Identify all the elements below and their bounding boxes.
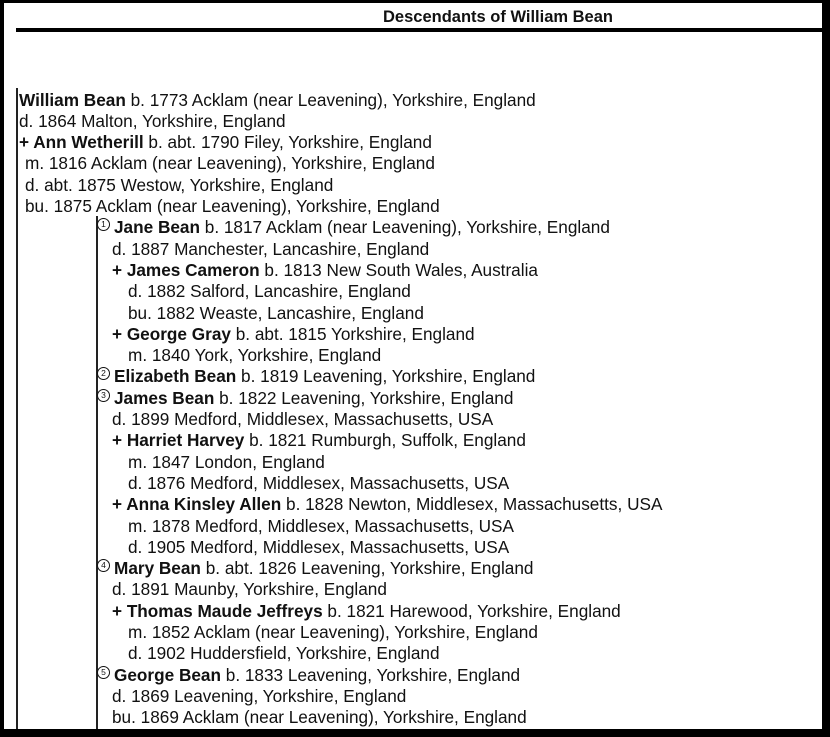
person-entry [112,601,621,622]
event-entry [128,281,411,302]
spouse-marker: + [112,494,127,515]
person-name: Anna Kinsley Allen [126,494,282,515]
person-entry [19,132,432,153]
event-entry [25,175,333,196]
person-entry [112,494,662,515]
event-text: b. 1817 Acklam (near Leavening), Yorkshire, England [199,217,610,238]
event-text: d. 1905 Medford, Middlesex, Massachusetts, USA [128,536,510,557]
event-entry [25,153,435,174]
event-text: m. 1840 York, Yorkshire, England [128,345,382,366]
person-entry [112,430,526,451]
person-entry [97,665,520,686]
event-entry [128,516,514,537]
report-title: Descendants of William Bean [383,8,613,26]
event-text: b. 1773 Acklam (near Leavening), Yorkshire, England [125,89,536,110]
person-name: Harriet Harvey [126,430,245,451]
event-text: d. abt. 1875 Westow, Yorkshire, England [25,174,334,195]
event-text: d. 1882 Salford, Lancashire, England [128,281,411,302]
event-text: d. 1902 Huddersfield, Yorkshire, England [128,643,440,664]
person-name: George Bean [114,664,221,685]
event-entry [112,579,387,600]
person-name: Ann Wetherill [33,132,144,153]
header-rule [16,28,822,32]
person-entry [112,260,538,281]
person-name: William Bean [19,89,126,110]
person-name: James Bean [114,387,215,408]
person-name: Jane Bean [114,217,200,238]
person-name: Thomas Maude Jeffreys [126,600,323,621]
event-text: m. 1852 Acklam (near Leavening), Yorkshire, England [128,622,538,642]
event-entry [112,686,406,707]
person-name: James Cameron [126,259,260,280]
event-entry [19,111,286,132]
spouse-marker: + [112,259,127,280]
event-text: bu. 1869 Acklam (near Leavening), Yorkshire, England [112,707,527,728]
event-text: b. 1821 Harewood, Yorkshire, England [322,600,621,621]
event-entry [128,345,381,366]
person-entry [97,217,610,238]
event-entry [128,452,325,473]
event-text: b. 1822 Leavening, Yorkshire, England [214,387,514,408]
spouse-marker: + [112,430,127,451]
spouse-marker: + [112,600,127,621]
child-number-icon: 4 [97,559,110,572]
child-number-icon: 2 [97,367,110,380]
person-name: Mary Bean [114,558,201,579]
event-text: b. 1833 Leavening, Yorkshire, England [220,664,521,685]
event-text: d. 1869 Leavening, Yorkshire, England [112,685,407,706]
event-text: b. 1821 Rumburgh, Suffolk, England [244,430,526,451]
event-text: b. abt. 1815 Yorkshire, England [230,323,475,344]
generation-1-line [16,88,18,729]
event-text: b. abt. 1790 Filey, Yorkshire, England [143,132,432,153]
event-text: m. 1816 Acklam (near Leavening), Yorkshire, England [25,153,435,174]
event-text: d. 1876 Medford, Middlesex, Massachusetts, USA [128,472,510,493]
person-entry [97,366,535,387]
spouse-marker: + [112,323,127,344]
event-text: d. 1887 Manchester, Lancashire, England [112,238,430,259]
person-entry [97,558,533,579]
event-text: b. 1828 Newton, Middlesex, Massachusetts, USA [281,494,663,515]
event-entry [112,707,527,728]
person-name: Elizabeth Bean [114,366,237,387]
generation-2-line [96,216,98,729]
child-number-icon: 5 [97,666,110,679]
person-name: George Gray [126,323,231,344]
event-text: m. 1847 London, England [128,451,325,472]
event-entry [112,239,429,260]
person-entry [97,388,513,409]
event-entry [128,537,509,558]
event-entry [128,303,424,324]
event-entry [25,196,440,217]
event-entry [112,409,493,430]
event-text: b. abt. 1826 Leavening, Yorkshire, England [200,558,534,579]
person-entry [112,324,475,345]
event-entry [128,643,440,664]
event-text: d. 1891 Maunby, Yorkshire, England [112,579,387,600]
event-text: b. 1819 Leavening, Yorkshire, England [236,366,536,387]
event-text: d. 1864 Malton, Yorkshire, England [19,110,286,131]
report-page [4,3,822,729]
event-entry [128,622,538,643]
event-text: m. 1878 Medford, Middlesex, Massachusetts, USA [128,515,514,536]
event-entry [128,473,509,494]
event-text: b. 1813 New South Wales, Australia [259,259,538,280]
event-text: bu. 1875 Acklam (near Leavening), Yorkshire, England [25,196,440,216]
child-number-icon: 3 [97,389,110,402]
person-entry [19,90,536,111]
child-number-icon: 1 [97,218,110,231]
event-text: d. 1899 Medford, Middlesex, Massachusetts, USA [112,409,494,429]
event-text: bu. 1882 Weaste, Lancashire, England [128,302,424,323]
spouse-marker: + [19,132,34,153]
